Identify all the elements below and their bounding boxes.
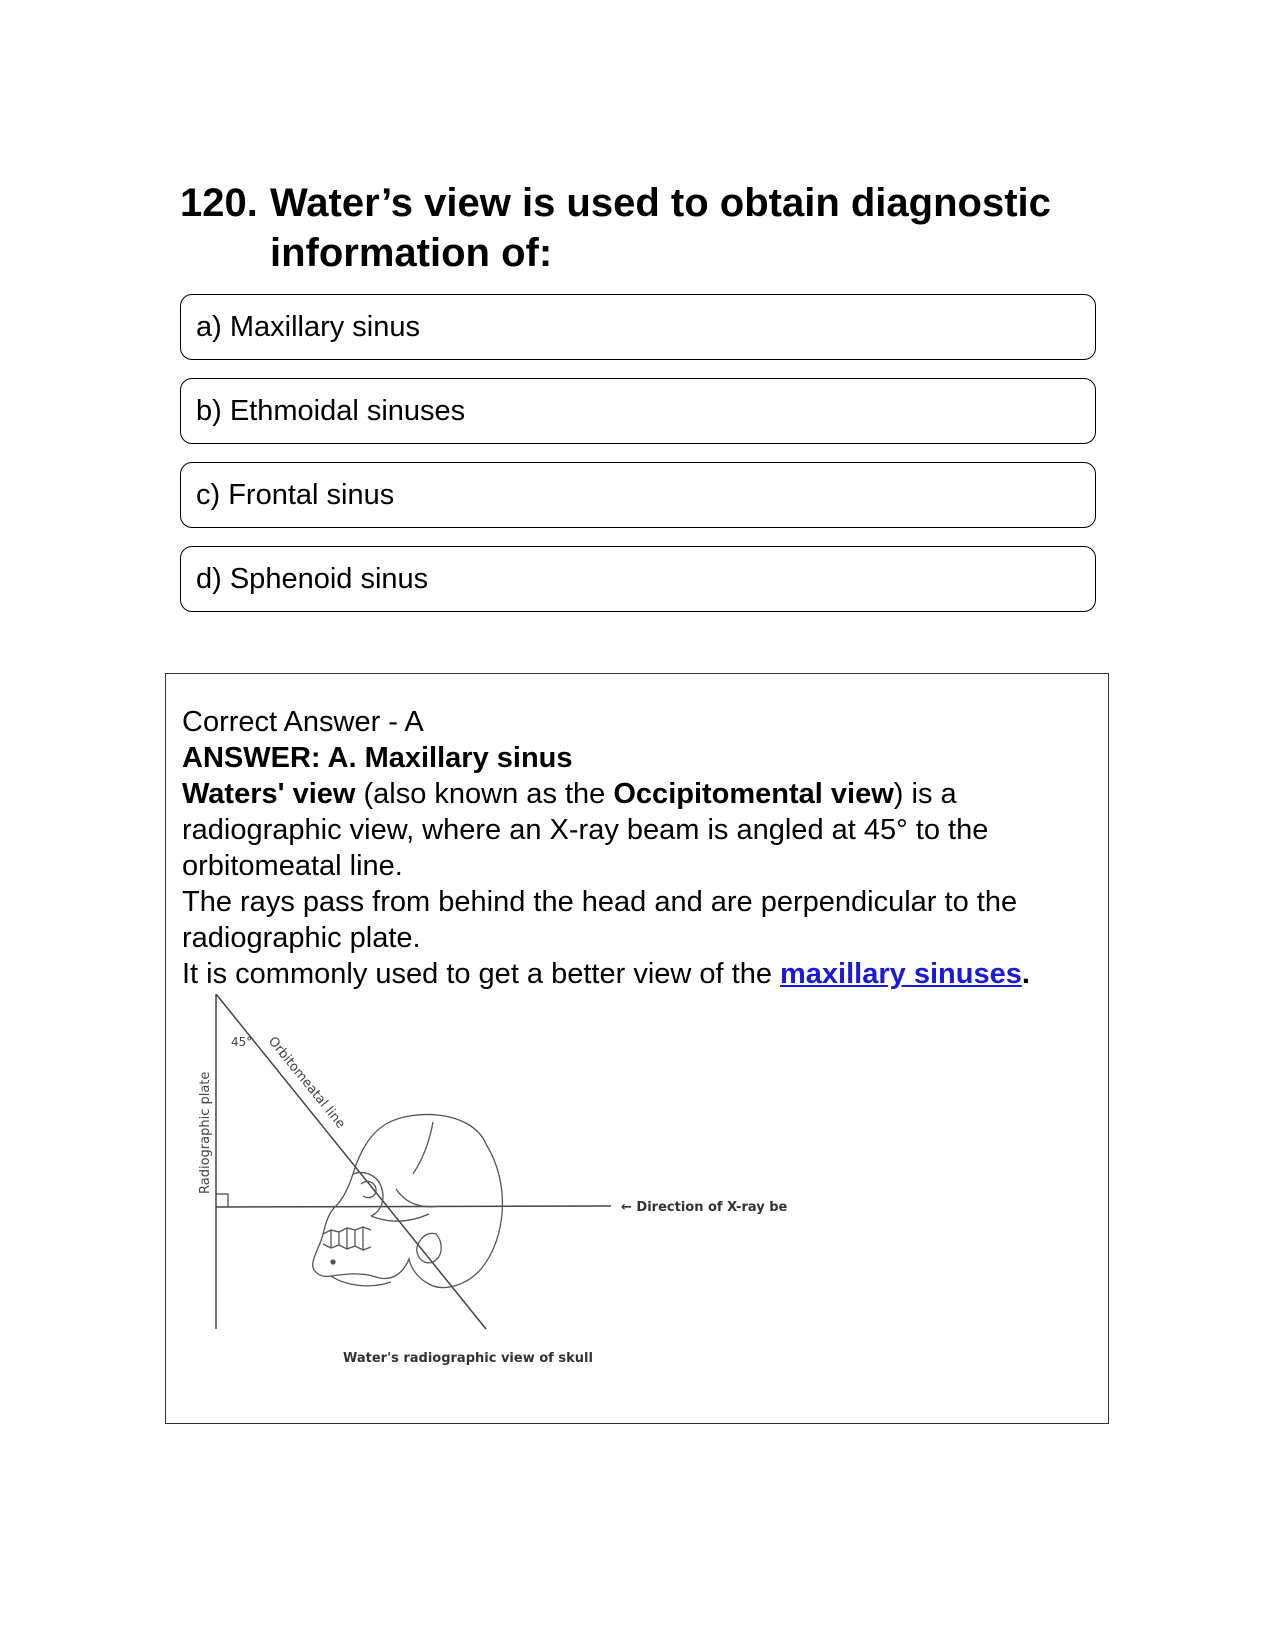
orbitomeatal-line — [216, 994, 486, 1329]
option-a[interactable]: a) Maxillary sinus — [180, 294, 1096, 360]
explanation-text: (also known as the — [355, 778, 614, 810]
skull-illustration — [313, 1114, 503, 1287]
angle-label: 45° — [231, 1035, 253, 1049]
answer-heading: ANSWER: A. Maxillary sinus — [182, 742, 573, 774]
maxillary-sinuses-link[interactable]: maxillary sinuses — [780, 958, 1022, 990]
explanation-text: It is commonly used to get a better view of the — [182, 958, 781, 990]
question — [180, 178, 1100, 278]
answer-box — [165, 673, 1109, 1424]
question-text: Water’s view is used to obtain diagnostic information of: — [270, 181, 1051, 275]
waters-view-diagram — [181, 994, 801, 1394]
period: . — [1021, 958, 1030, 990]
question-number: 120. — [180, 181, 258, 225]
option-c[interactable]: c) Frontal sinus — [180, 462, 1096, 528]
option-d[interactable]: d) Sphenoid sinus — [180, 546, 1096, 612]
explanation-paragraph-3 — [182, 956, 1082, 992]
explanation-text: ) is a radiographic view, where an X-ray beam is angled at 45° to the orbitomeatal line. — [182, 778, 989, 882]
correct-answer: Correct Answer - A — [182, 706, 424, 738]
orbitomeatal-label: Orbitomeatal line — [264, 1034, 348, 1132]
explanation-paragraph-1 — [182, 776, 1082, 884]
waters-view-term: Waters' view — [182, 778, 356, 810]
explanation-paragraph-2: The rays pass from behind the head and are perpendicular to the radiographic plate. — [182, 886, 1018, 954]
right-angle-marker — [216, 1194, 228, 1207]
option-b[interactable]: b) Ethmoidal sinuses — [180, 378, 1096, 444]
radiographic-plate-label: Radiographic plate — [198, 1071, 213, 1194]
diagram-caption: Water's radiographic view of skull — [343, 1351, 593, 1366]
xray-direction-line — [216, 1206, 611, 1207]
xray-direction-label: ← Direction of X-ray be — [621, 1200, 788, 1215]
occipitomental-term: Occipitomental view — [613, 778, 894, 810]
answer-explanation — [182, 704, 1082, 992]
